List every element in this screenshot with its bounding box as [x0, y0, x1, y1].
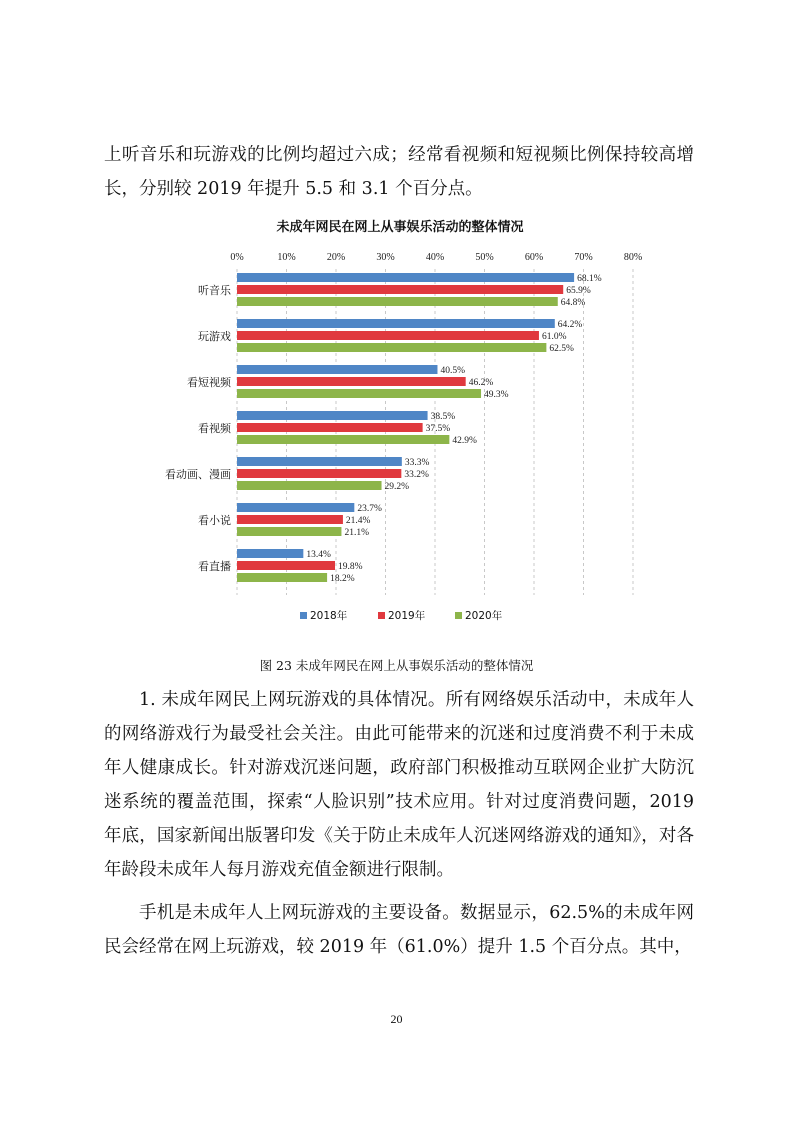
x-tick-label: 30%	[376, 252, 395, 263]
data-label: 68.1%	[577, 274, 602, 284]
x-tick-label: 70%	[574, 252, 593, 263]
data-label: 62.5%	[549, 344, 574, 354]
legend-swatch	[455, 612, 462, 619]
x-tick-label: 10%	[277, 252, 296, 263]
bar	[237, 389, 481, 398]
bar	[237, 515, 343, 524]
category-label: 玩游戏	[198, 330, 231, 343]
legend-label: 2019年	[388, 610, 426, 622]
intro-paragraph: 上听音乐和玩游戏的比例均超过六成；经常看视频和短视频比例保持较高增长，分别较 2019 年提升 5.5 和 3.1 个百分点。	[104, 145, 694, 199]
data-label: 18.2%	[330, 574, 355, 584]
bar	[237, 343, 546, 352]
bar	[237, 297, 558, 306]
page-number: 20	[390, 1012, 403, 1026]
bar	[237, 457, 402, 466]
category-label: 看动画、漫画	[165, 468, 231, 481]
data-label: 64.2%	[557, 320, 583, 330]
data-label: 33.2%	[404, 470, 429, 480]
bar	[237, 377, 466, 386]
bar	[237, 331, 539, 340]
data-label: 65.9%	[566, 286, 591, 296]
legend-label: 2020年	[465, 610, 503, 622]
data-label: 38.5%	[430, 412, 456, 422]
bar	[237, 365, 437, 374]
x-tick-label: 60%	[524, 252, 544, 263]
data-label: 61.0%	[541, 332, 567, 342]
x-tick-label: 40%	[425, 252, 445, 263]
data-label: 21.1%	[344, 528, 369, 538]
bar	[237, 527, 341, 536]
chart	[150, 205, 650, 625]
bar	[237, 561, 335, 570]
x-tick-label: 20%	[326, 252, 346, 263]
bar	[237, 481, 382, 490]
data-label: 21.4%	[345, 516, 371, 526]
bar	[237, 273, 574, 282]
legend-swatch	[378, 612, 385, 619]
bar	[237, 573, 327, 582]
data-label: 42.9%	[452, 436, 477, 446]
data-label: 37.5%	[425, 424, 451, 434]
category-label: 看视频	[198, 422, 231, 435]
legend-label: 2018年	[310, 610, 348, 622]
data-label: 29.2%	[384, 482, 410, 492]
bar	[237, 435, 449, 444]
x-tick-label: 0%	[230, 252, 244, 263]
category-label: 看直播	[198, 560, 231, 573]
x-tick-label: 80%	[623, 252, 643, 263]
data-label: 49.3%	[484, 390, 509, 400]
data-label: 23.7%	[357, 504, 382, 514]
body-paragraph-2: 手机是未成年人上网玩游戏的主要设备。数据显示，62.5%的未成年网民会经常在网上玩游戏，较 2019 年（61.0%）提升 1.5 个百分点。其中，	[104, 903, 694, 957]
bar	[237, 469, 401, 478]
bar	[237, 423, 423, 432]
data-label: 19.8%	[338, 562, 363, 572]
x-tick-label: 50%	[475, 252, 494, 263]
category-label: 看短视频	[187, 376, 231, 389]
category-label: 听音乐	[198, 284, 231, 297]
data-label: 46.2%	[468, 378, 494, 388]
figure-caption: 图 23 未成年网民在网上从事娱乐活动的整体情况	[259, 658, 534, 673]
data-label: 64.8%	[560, 298, 586, 308]
bar	[237, 319, 555, 328]
bar	[237, 285, 563, 294]
bar-chart	[150, 205, 650, 625]
bar	[237, 411, 428, 420]
body-paragraph-1: 1. 未成年网民上网玩游戏的具体情况。所有网络娱乐活动中，未成年人的网络游戏行为最受社会关注。由此可能带来的沉迷和过度消费不利于未成年人健康成长。针对游戏沉迷问题，政府部门积极推动互联网企业扩大防沉迷系统的覆盖范围，探索“人脸识别”技术应用。针对过度消费问题，2019 年底，国家新闻出版署印发《关于防止未成年人沉迷网络游戏的通知》，对各年龄段未成年人每月游戏充值金额进行限制。	[104, 690, 694, 880]
data-label: 13.4%	[306, 550, 331, 560]
chart-title: 未成年网民在网上从事娱乐活动的整体情况	[276, 220, 524, 235]
bar	[237, 549, 303, 558]
legend-swatch	[300, 612, 307, 619]
category-label: 看小说	[198, 514, 231, 527]
data-label: 33.3%	[404, 458, 430, 468]
bar	[237, 503, 354, 512]
data-label: 40.5%	[440, 366, 466, 376]
